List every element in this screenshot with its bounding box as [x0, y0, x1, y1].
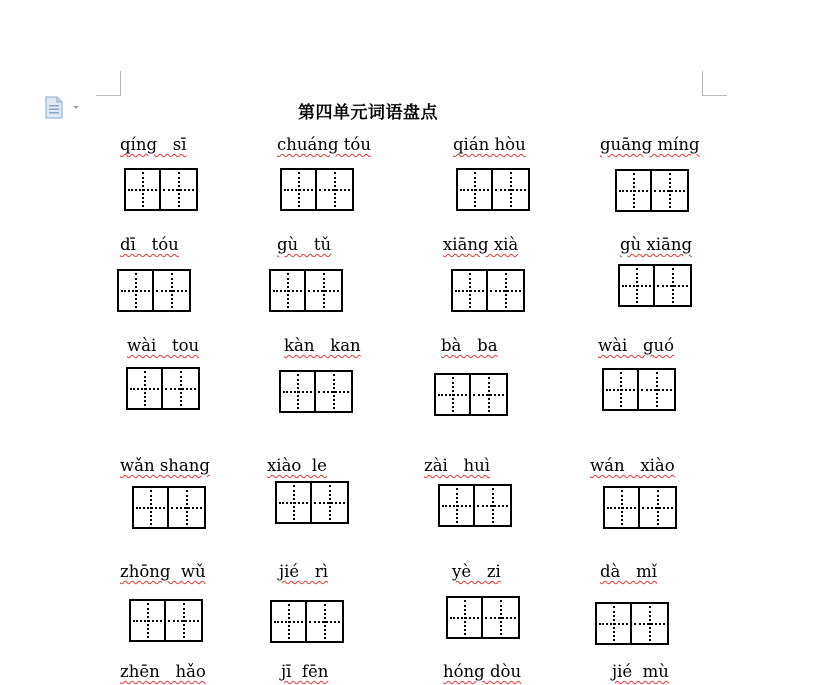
pinyin-label: zài huì [424, 456, 491, 475]
writing-grid [603, 486, 677, 529]
writing-grid [275, 481, 349, 524]
pinyin-label: gù tǔ [277, 235, 332, 254]
writing-grid [279, 370, 353, 413]
page-corner-top-left [96, 71, 121, 96]
writing-grid [126, 367, 200, 410]
pinyin-label: xiāng xià [443, 235, 519, 254]
pinyin-label: wǎn shang [120, 456, 210, 475]
writing-grid [270, 600, 344, 643]
pinyin-label: bà ba [441, 336, 498, 355]
pinyin-label: wài tou [127, 336, 200, 355]
writing-grid [434, 373, 508, 416]
pinyin-label: jié rì [279, 562, 329, 581]
pinyin-label: gù xiāng [620, 235, 693, 254]
writing-grid [124, 168, 198, 211]
pinyin-label: jī fēn [281, 662, 329, 681]
writing-grid [456, 168, 530, 211]
pinyin-label: zhēn hǎo [120, 662, 206, 681]
pinyin-label: qíng sī [120, 135, 187, 154]
writing-grid [438, 484, 512, 527]
writing-grid [615, 169, 689, 212]
pinyin-label: chuáng tóu [277, 135, 371, 154]
pinyin-label: qián hòu [453, 135, 526, 154]
pinyin-label: yè zi [452, 562, 501, 581]
writing-grid [269, 269, 343, 312]
pinyin-label: hóng dòu [443, 662, 522, 681]
writing-grid [618, 264, 692, 307]
pinyin-label: guāng míng [600, 135, 700, 154]
pinyin-label: kàn kan [284, 336, 361, 355]
pinyin-label: jié mù [612, 662, 669, 681]
writing-grid [451, 269, 525, 312]
writing-grid [446, 596, 520, 639]
writing-grid [602, 368, 676, 411]
document-icon[interactable] [44, 96, 84, 120]
pinyin-label: wài guó [598, 336, 675, 355]
page-title: 第四单元词语盘点 [298, 103, 438, 123]
writing-grid [117, 269, 191, 312]
pinyin-label: xiào le [267, 456, 327, 475]
pinyin-label: dà mǐ [600, 562, 658, 581]
pinyin-label: zhōng wǔ [120, 562, 206, 581]
page-corner-top-right [702, 71, 727, 96]
writing-grid [132, 486, 206, 529]
writing-grid [595, 602, 669, 645]
writing-grid [129, 599, 203, 642]
writing-grid [280, 168, 354, 211]
pinyin-label: dī tóu [120, 235, 179, 254]
pinyin-label: wán xiào [590, 456, 675, 475]
